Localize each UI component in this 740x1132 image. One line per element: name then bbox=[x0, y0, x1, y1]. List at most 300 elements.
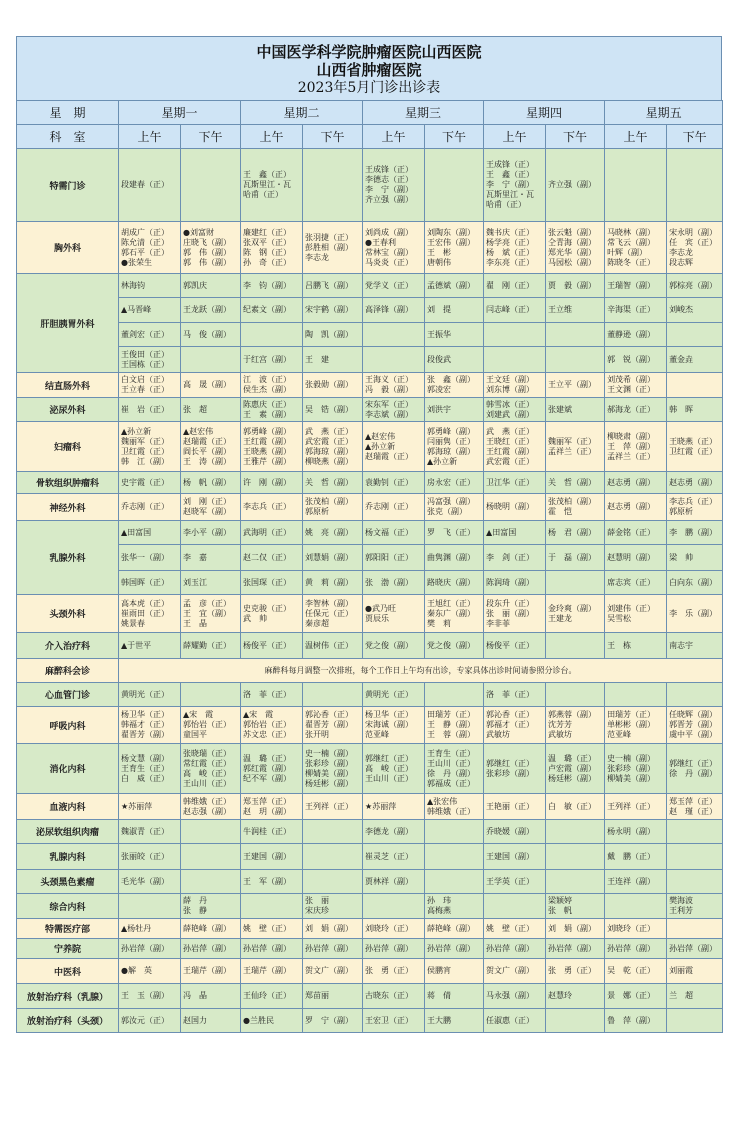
doctor-name: 薛艳峰（副） bbox=[183, 923, 231, 933]
doctor-slot bbox=[303, 894, 363, 919]
doctor-name: 彭胜相（副） bbox=[305, 242, 354, 252]
doctor-name: 关 哲（副） bbox=[305, 477, 354, 487]
hospital-name: 中国医学科学院肿瘤医院山西医院 bbox=[256, 43, 482, 61]
doctor-name: 辛海渠（正） bbox=[607, 305, 656, 314]
doctor-slot bbox=[484, 222, 546, 274]
doctor-name: 孙 奇（正） bbox=[243, 257, 292, 267]
doctor-name: 廉建红（正） bbox=[243, 227, 292, 237]
doctor-slot bbox=[363, 398, 425, 422]
doctor-name: 李 钧（副） bbox=[243, 280, 292, 290]
department-name: 神经外科 bbox=[17, 494, 119, 521]
doctor-name: 洛 菲（正） bbox=[243, 689, 292, 699]
doctor-name: 武 燕（正） bbox=[486, 426, 535, 436]
doctor-slot bbox=[605, 794, 667, 820]
doctor-slot bbox=[605, 707, 667, 744]
doctor-name: 王俊田（正） bbox=[121, 349, 169, 359]
doctor-slot bbox=[241, 844, 303, 870]
doctor-name: 郭红霞（副） bbox=[243, 763, 292, 773]
doctor-name: 王 素（副） bbox=[243, 409, 292, 419]
doctor-slot bbox=[484, 595, 546, 633]
doctor-slot bbox=[241, 919, 303, 939]
doctor-slot bbox=[667, 545, 723, 571]
doctor-slot bbox=[303, 222, 363, 274]
doctor-name: 高泽锋（副） bbox=[365, 305, 414, 314]
doctor-name: 郭海琼（副） bbox=[427, 446, 476, 456]
doctor-name: 李 剑（正） bbox=[486, 552, 535, 562]
doctor-name: 徐 丹（副） bbox=[427, 768, 476, 778]
doctor-name: 王山川（正） bbox=[183, 778, 231, 788]
doctor-name: 孟德斌（副） bbox=[427, 280, 476, 290]
doctor-slot bbox=[303, 545, 363, 571]
doctor-slot bbox=[546, 939, 605, 959]
doctor-slot bbox=[484, 298, 546, 323]
schedule-table bbox=[16, 100, 723, 1033]
doctor-slot bbox=[667, 472, 723, 494]
doctor-slot bbox=[181, 870, 241, 894]
doctor-name: ●张荣生 bbox=[121, 257, 152, 267]
doctor-name: 柳晓肃（副） bbox=[607, 431, 656, 441]
doctor-name: 李志斌（副） bbox=[365, 409, 414, 419]
am-header: 上午 bbox=[484, 125, 546, 149]
doctor-name: 王成锋（正） bbox=[365, 165, 414, 174]
schedule-row bbox=[17, 149, 723, 222]
doctor-slot bbox=[484, 794, 546, 820]
doctor-name: 常林宝（副） bbox=[365, 247, 414, 257]
doctor-name: 贺文广（副） bbox=[486, 966, 535, 975]
doctor-slot bbox=[605, 323, 667, 347]
doctor-slot bbox=[181, 894, 241, 919]
doctor-slot bbox=[605, 149, 667, 222]
doctor-name: 杨卫华（正） bbox=[365, 710, 414, 719]
doctor-name: 田瑞芳（正） bbox=[607, 710, 656, 719]
doctor-slot bbox=[667, 521, 723, 545]
doctor-name: 白 威（正） bbox=[121, 773, 169, 783]
doctor-name: ▲杨牡丹 bbox=[121, 923, 152, 933]
doctor-slot bbox=[303, 939, 363, 959]
pm-header: 下午 bbox=[181, 125, 241, 149]
doctor-name: 孙岩萍（副） bbox=[607, 943, 656, 953]
doctor-slot bbox=[119, 820, 181, 844]
doctor-name: 毛光华（副） bbox=[121, 876, 169, 886]
doctor-slot bbox=[181, 494, 241, 521]
schedule-row bbox=[17, 274, 723, 298]
doctor-name: ▲马晋峰 bbox=[121, 305, 152, 314]
doctor-slot bbox=[667, 422, 723, 472]
doctor-slot bbox=[667, 149, 723, 222]
schedule-row bbox=[17, 844, 723, 870]
department-name: 泌尿软组织肉瘤 bbox=[17, 820, 119, 844]
doctor-slot bbox=[484, 844, 546, 870]
doctor-slot bbox=[303, 919, 363, 939]
doctor-name: 张建斌 bbox=[548, 404, 573, 414]
schedule-row bbox=[17, 659, 723, 683]
doctor-name: 王宏卫（正） bbox=[365, 1015, 414, 1025]
doctor-name: 孙岩萍（副） bbox=[243, 943, 292, 953]
doctor-slot bbox=[484, 494, 546, 521]
doctor-slot bbox=[484, 323, 546, 347]
doctor-slot bbox=[241, 521, 303, 545]
doctor-slot bbox=[546, 844, 605, 870]
doctor-name: 姚 亮（副） bbox=[305, 527, 354, 537]
doctor-name: 马永强（副） bbox=[486, 991, 535, 1000]
doctor-slot bbox=[425, 984, 484, 1009]
doctor-name: 王建国（副） bbox=[243, 851, 292, 861]
doctor-name: 黄 莉（副） bbox=[305, 577, 354, 587]
doctor-name: 史一楠（副） bbox=[607, 753, 656, 763]
doctor-name: 王山川（正） bbox=[427, 758, 476, 768]
doctor-slot bbox=[119, 794, 181, 820]
doctor-name: 郭福才（正） bbox=[486, 720, 535, 729]
doctor-slot bbox=[363, 149, 425, 222]
doctor-slot bbox=[181, 347, 241, 373]
doctor-name: 王立维 bbox=[548, 305, 573, 314]
doctor-slot bbox=[241, 472, 303, 494]
doctor-slot bbox=[667, 222, 723, 274]
doctor-name: 韩维娥（正） bbox=[183, 796, 231, 806]
doctor-slot bbox=[425, 222, 484, 274]
doctor-name: 阎长平（副） bbox=[183, 446, 231, 456]
doctor-name: 仝青海（副） bbox=[548, 237, 597, 247]
doctor-slot bbox=[546, 494, 605, 521]
doctor-name: 纪不军（副） bbox=[243, 773, 292, 783]
doctor-slot bbox=[119, 222, 181, 274]
doctor-slot bbox=[119, 298, 181, 323]
doctor-name: 李 嘉 bbox=[183, 552, 207, 562]
doctor-slot bbox=[425, 844, 484, 870]
doctor-name: ▲孙立新 bbox=[365, 441, 396, 451]
doctor-slot bbox=[181, 373, 241, 398]
doctor-slot bbox=[303, 984, 363, 1009]
doctor-slot bbox=[605, 422, 667, 472]
doctor-slot bbox=[605, 373, 667, 398]
doctor-name: 樊海波 bbox=[669, 896, 694, 905]
doctor-slot bbox=[425, 595, 484, 633]
doctor-name: 史克骏（正） bbox=[243, 603, 292, 613]
doctor-slot bbox=[425, 870, 484, 894]
doctor-name: 孟祥兰（正） bbox=[548, 446, 597, 456]
doctor-slot bbox=[303, 298, 363, 323]
doctor-slot bbox=[546, 959, 605, 984]
doctor-name: 王 栋 bbox=[607, 640, 632, 650]
doctor-slot bbox=[605, 545, 667, 571]
doctor-name: 张 渤（副） bbox=[365, 577, 414, 587]
doctor-name: 张国琛（正） bbox=[243, 577, 292, 587]
doctor-slot bbox=[667, 894, 723, 919]
doctor-name: 王 玉（副） bbox=[121, 991, 169, 1000]
doctor-name: 王雅芹（副） bbox=[243, 456, 292, 466]
doctor-name: 王红霞（副） bbox=[486, 446, 535, 456]
doctor-name: ▲于世平 bbox=[121, 640, 152, 650]
doctor-name: 孙岩萍（副） bbox=[427, 943, 476, 953]
doctor-slot bbox=[181, 744, 241, 794]
doctor-slot bbox=[363, 959, 425, 984]
doctor-name: 张开明 bbox=[305, 730, 330, 739]
doctor-name: 柳婧美（副） bbox=[607, 773, 656, 783]
doctor-slot bbox=[181, 571, 241, 595]
doctor-slot bbox=[363, 323, 425, 347]
doctor-slot bbox=[363, 298, 425, 323]
doctor-name: 郝海龙（正） bbox=[607, 404, 656, 414]
doctor-slot bbox=[363, 870, 425, 894]
doctor-slot bbox=[241, 984, 303, 1009]
doctor-name: ▲田富国 bbox=[121, 527, 152, 537]
schedule-row bbox=[17, 820, 723, 844]
doctor-name: 郭凌宏 bbox=[427, 385, 452, 394]
doctor-slot bbox=[241, 633, 303, 659]
doctor-name: 闫丽隽（正） bbox=[427, 436, 476, 446]
doctor-name: 马晓林（副） bbox=[607, 227, 656, 237]
doctor-name: 郭继红（正） bbox=[669, 758, 718, 768]
department-name: 胸外科 bbox=[17, 222, 119, 274]
doctor-slot bbox=[484, 422, 546, 472]
doctor-name: 韩 江（副） bbox=[121, 456, 169, 466]
doctor-name: 高 峻（正） bbox=[365, 763, 414, 773]
doctor-slot bbox=[363, 707, 425, 744]
doctor-name: 高 晟（副） bbox=[183, 380, 231, 389]
doctor-slot bbox=[119, 521, 181, 545]
doctor-slot bbox=[605, 1009, 667, 1033]
doctor-slot bbox=[181, 595, 241, 633]
doctor-name: 许 刚（副） bbox=[243, 477, 292, 487]
doctor-name: 白 敏（正） bbox=[548, 801, 597, 811]
doctor-name: 郭 锐（副） bbox=[607, 354, 656, 364]
day-header-wed: 星期三 bbox=[363, 101, 484, 125]
schedule-row bbox=[17, 494, 723, 521]
doctor-name: 席志宾（正） bbox=[607, 577, 656, 587]
doctor-name: 杨永明（副） bbox=[607, 826, 656, 836]
doctor-name: 景 娜（正） bbox=[607, 991, 656, 1000]
doctor-name: 马 俊（副） bbox=[183, 329, 231, 339]
doctor-name: 郭勇峰（副） bbox=[243, 426, 292, 436]
doctor-name: 王文渊（正） bbox=[607, 385, 656, 394]
doctor-slot bbox=[605, 222, 667, 274]
department-name: 中医科 bbox=[17, 959, 119, 984]
doctor-name: 高 峻（正） bbox=[183, 768, 231, 778]
doctor-name: 赵晓军（副） bbox=[183, 507, 231, 516]
schedule-row bbox=[17, 959, 723, 984]
schedule-row bbox=[17, 571, 723, 595]
doctor-name: 武敏坊 bbox=[486, 730, 511, 739]
doctor-slot bbox=[484, 347, 546, 373]
pm-header: 下午 bbox=[667, 125, 723, 149]
doctor-name: 魏丽军（正） bbox=[121, 436, 169, 446]
doctor-slot bbox=[181, 939, 241, 959]
doctor-name: 卫红霞（正） bbox=[669, 446, 718, 456]
doctor-name: 郭福成（正） bbox=[427, 778, 476, 788]
doctor-slot bbox=[605, 939, 667, 959]
doctor-name: 陈惠庆（正） bbox=[243, 399, 292, 409]
doctor-name: 贾林祥（副） bbox=[365, 876, 414, 886]
doctor-slot bbox=[425, 820, 484, 844]
doctor-slot bbox=[546, 894, 605, 919]
doctor-slot bbox=[363, 373, 425, 398]
doctor-name: 王 蓉（副） bbox=[427, 730, 476, 739]
doctor-name: 孙岩萍（副） bbox=[669, 943, 718, 953]
doctor-name: 侯生杰（副） bbox=[243, 385, 292, 394]
doctor-name: 刘玉江 bbox=[183, 577, 207, 587]
doctor-slot bbox=[667, 633, 723, 659]
doctor-name: 陈晓冬（正） bbox=[607, 257, 656, 267]
doctor-name: 王山川（正） bbox=[365, 773, 414, 783]
doctor-name: 单彬彬（副） bbox=[607, 720, 656, 729]
doctor-slot bbox=[425, 323, 484, 347]
schedule-row bbox=[17, 422, 723, 472]
doctor-slot bbox=[546, 595, 605, 633]
doctor-name: 唐朝伟 bbox=[427, 257, 452, 267]
doctor-name: 郭 伟（副） bbox=[183, 247, 231, 257]
department-name: 骨软组织肿瘤科 bbox=[17, 472, 119, 494]
doctor-slot bbox=[605, 472, 667, 494]
doctor-name: 史宇霞（正） bbox=[121, 477, 169, 487]
doctor-name: 韩维娥（正） bbox=[427, 806, 476, 816]
doctor-slot bbox=[605, 274, 667, 298]
doctor-name: 王列祥（正） bbox=[607, 801, 656, 811]
doctor-slot bbox=[303, 633, 363, 659]
doctor-name: 于红宫（副） bbox=[243, 354, 292, 364]
doctor-name: 韩国晖（正） bbox=[121, 577, 169, 587]
doctor-name: 杨学亮（正） bbox=[486, 237, 535, 247]
department-name: 放射治疗科（乳腺） bbox=[17, 984, 119, 1009]
department-name: 泌尿外科 bbox=[17, 398, 119, 422]
doctor-name: 刘 提 bbox=[427, 305, 452, 314]
doctor-name: 吴 乾（正） bbox=[607, 966, 656, 975]
doctor-name: 魏丽军（正） bbox=[548, 436, 597, 446]
doctor-name: 刘洪宇 bbox=[427, 404, 452, 414]
schedule-row bbox=[17, 633, 723, 659]
dept-label: 科 室 bbox=[17, 125, 119, 149]
doctor-name: 董静逊（副） bbox=[607, 329, 656, 339]
doctor-name: 王 建 bbox=[305, 354, 330, 364]
doctor-name: ★苏丽萍 bbox=[121, 801, 153, 811]
doctor-name: 赵慧玲 bbox=[548, 991, 573, 1000]
doctor-name: 齐立强（副） bbox=[365, 195, 414, 204]
doctor-name: 贺文广（副） bbox=[305, 966, 354, 975]
doctor-slot bbox=[546, 545, 605, 571]
doctor-name: 赵二仅（正） bbox=[243, 552, 292, 562]
doctor-slot bbox=[303, 149, 363, 222]
doctor-name: 王振华 bbox=[427, 329, 452, 339]
department-name: 头颈外科 bbox=[17, 595, 119, 633]
doctor-name: 王连祥（副） bbox=[607, 876, 656, 886]
doctor-name: 吴雪松 bbox=[607, 613, 632, 623]
doctor-slot bbox=[546, 149, 605, 222]
doctor-name: 贾 毅（副） bbox=[548, 280, 597, 290]
doctor-name: 张 勇（正） bbox=[548, 966, 597, 975]
department-name: 特需门诊 bbox=[17, 149, 119, 222]
doctor-name: 姚 壁（正） bbox=[486, 923, 535, 933]
doctor-slot bbox=[605, 298, 667, 323]
doctor-slot bbox=[667, 323, 723, 347]
doctor-name: 刘峻杰 bbox=[669, 305, 694, 314]
doctor-name: 李德志（正） bbox=[365, 175, 414, 184]
doctor-slot bbox=[303, 683, 363, 707]
day-header-tue: 星期二 bbox=[241, 101, 363, 125]
doctor-name: 李东亮（正） bbox=[486, 257, 535, 267]
doctor-name: ●兰胜民 bbox=[243, 1015, 274, 1025]
doctor-slot bbox=[303, 707, 363, 744]
doctor-name: 王 晶 bbox=[183, 618, 207, 628]
doctor-name: 郭继红（正） bbox=[365, 753, 414, 763]
day-header-mon: 星期一 bbox=[119, 101, 241, 125]
schedule-row bbox=[17, 398, 723, 422]
doctor-name: 孟祥兰（正） bbox=[607, 451, 656, 461]
doctor-slot bbox=[484, 959, 546, 984]
doctor-name: 张茂柏（副） bbox=[548, 497, 597, 506]
doctor-name: 常飞云（副） bbox=[607, 237, 656, 247]
doctor-name: 吕鹏飞（副） bbox=[305, 280, 354, 290]
doctor-slot bbox=[425, 571, 484, 595]
department-name: 特需医疗部 bbox=[17, 919, 119, 939]
doctor-slot bbox=[425, 373, 484, 398]
doctor-name: 温 璐（正） bbox=[548, 753, 597, 763]
doctor-name: 崔灵芝（正） bbox=[365, 851, 414, 861]
day-header-fri: 星期五 bbox=[605, 101, 723, 125]
doctor-name: 郭汝元（正） bbox=[121, 1015, 169, 1025]
doctor-name: 杨 斌（正） bbox=[486, 247, 535, 257]
doctor-name: 于 磊（副） bbox=[548, 552, 597, 562]
doctor-slot bbox=[303, 844, 363, 870]
doctor-slot bbox=[241, 398, 303, 422]
doctor-name: 张 超 bbox=[183, 404, 207, 414]
schedule-row bbox=[17, 1009, 723, 1033]
doctor-name: 赵国力 bbox=[183, 1015, 207, 1025]
doctor-name: 李 宁（副） bbox=[365, 185, 414, 194]
doctor-name: 赵瑞霞（正） bbox=[183, 436, 231, 446]
doctor-slot bbox=[484, 707, 546, 744]
doctor-slot bbox=[425, 398, 484, 422]
doctor-slot bbox=[484, 870, 546, 894]
schedule-notice: 麻醉科每月调整一次排班，每个工作日上午均有出诊，专家具体出诊时间请参照分诊台。 bbox=[119, 659, 723, 683]
schedule-body bbox=[17, 149, 723, 1033]
doctor-name: 白文启（正） bbox=[121, 375, 169, 384]
doctor-name: 陈润琦（副） bbox=[486, 577, 535, 587]
doctor-slot bbox=[241, 1009, 303, 1033]
doctor-slot bbox=[484, 149, 546, 222]
doctor-slot bbox=[303, 744, 363, 794]
doctor-name: 王 涛（副） bbox=[183, 456, 231, 466]
department-name: 乳腺外科 bbox=[17, 521, 119, 595]
doctor-slot bbox=[363, 347, 425, 373]
doctor-slot bbox=[546, 794, 605, 820]
weekday-header-row bbox=[17, 101, 723, 125]
doctor-name: 王 鑫（正） bbox=[243, 170, 292, 179]
title-block bbox=[16, 36, 722, 100]
doctor-slot bbox=[363, 521, 425, 545]
doctor-slot bbox=[303, 820, 363, 844]
doctor-slot bbox=[241, 298, 303, 323]
doctor-name: 孙岩萍（副） bbox=[548, 943, 597, 953]
doctor-slot bbox=[667, 274, 723, 298]
doctor-slot bbox=[303, 521, 363, 545]
doctor-slot bbox=[119, 323, 181, 347]
doctor-slot bbox=[303, 398, 363, 422]
doctor-name: 罗 飞（正） bbox=[427, 527, 476, 537]
doctor-slot bbox=[241, 149, 303, 222]
doctor-name: 齐立强（副） bbox=[548, 180, 597, 189]
doctor-name: 柳婧美（副） bbox=[305, 768, 354, 778]
doctor-slot bbox=[303, 494, 363, 521]
doctor-slot bbox=[241, 595, 303, 633]
doctor-name: 党之俊（副） bbox=[365, 640, 414, 650]
doctor-name: 崔雨田（正） bbox=[121, 608, 169, 618]
department-name: 综合内科 bbox=[17, 894, 119, 919]
doctor-name: 樊 莉 bbox=[427, 618, 452, 628]
pm-header: 下午 bbox=[546, 125, 605, 149]
doctor-name: 史一楠（副） bbox=[305, 748, 354, 758]
doctor-slot bbox=[667, 794, 723, 820]
doctor-name: 郭阳阳（正） bbox=[365, 552, 414, 562]
doctor-name: 张 丽 bbox=[305, 896, 330, 905]
